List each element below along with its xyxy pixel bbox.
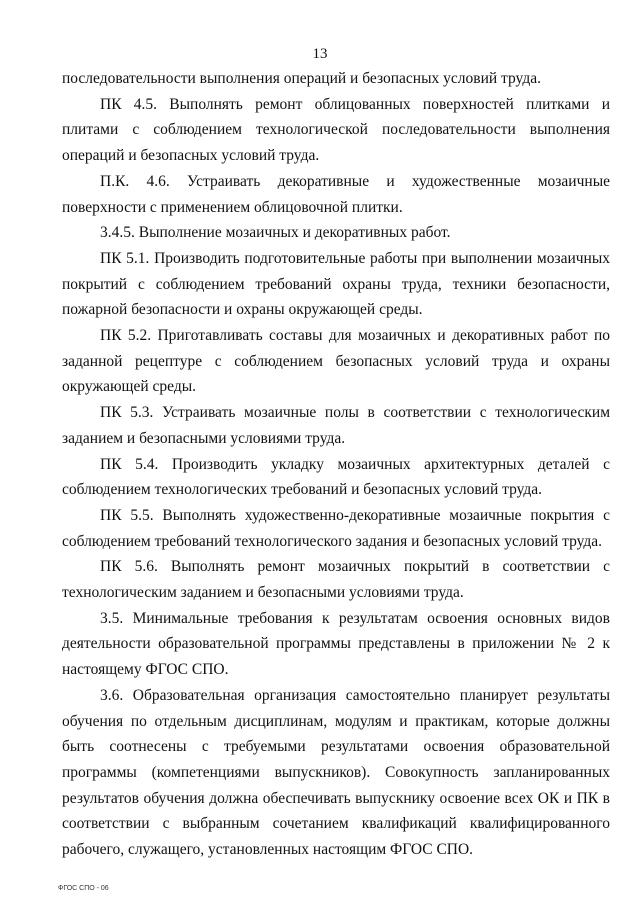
paragraph-pk-5-2: ПК 5.2. Приготавливать составы для мозаичных и декоративных работ по заданной рецептуре с соблюдением безопасных условий труда и охраны окружающей среды. (62, 327, 610, 396)
paragraph-pk-5-4: ПК 5.4. Производить укладку мозаичных архитектурных деталей с соблюдением технологических требований и безопасных условий труда. (62, 455, 610, 499)
paragraph-pk-4-6: П.К. 4.6. Устраивать декоративные и художественные мозаичные поверхности с применением облицовочной плитки. (62, 172, 610, 216)
paragraph-pk-5-1: ПК 5.1. Производить подготовительные работы при выполнении мозаичных покрытий с соблюдением требований охраны труда, техники безопасности, пожарной безопасности и охраны окружающей среды. (62, 249, 610, 319)
paragraph-pk-5-3: ПК 5.3. Устраивать мозаичные полы в соответствии с технологическим заданием и безопасными условиями труда. (62, 404, 610, 447)
page-number: 13 (312, 46, 328, 62)
paragraph-pk-5-5: ПК 5.5. Выполнять художественно-декоративные мозаичные покрытия с соблюдением требований технологического задания и безопасных условий труда. (62, 506, 610, 550)
paragraph-pk-4-5: ПК 4.5. Выполнять ремонт облицованных поверхностей плитками и плитами с соблюдением технологической последовательности выполнения операций и безопасных условий труда. (62, 95, 610, 165)
paragraph-section-3-4-5: 3.4.5. Выполнение мозаичных и декоративных работ. (100, 224, 451, 242)
footer-mark: ФГОС СПО - 06 (58, 885, 109, 892)
paragraph-section-3-5: 3.5. Минимальные требования к результатам освоения основных видов деятельности образовательной программы представлены в приложении № 2 к настоящему ФГОС СПО. (62, 609, 610, 679)
paragraph-continuation: последовательности выполнения операций и безопасных условий труда. (62, 70, 541, 87)
document-body (62, 66, 610, 863)
paragraph-section-3-6: 3.6. Образовательная организация самостоятельно планирует результаты обучения по отдельным дисциплинам, модулям и практикам, которые должны быть соотнесены с требуемыми результатами освоения образовательной программы (компетенциями выпускников). Совокупность запланированных результатов обучения должна обеспечивать выпускнику освоение всех ОК и ПК в соответствии с выбранным сочетанием квалификаций квалифицированного рабочего, служащего, установленных настоящим ФГОС СПО. (62, 686, 610, 859)
paragraph-pk-5-6: ПК 5.6. Выполнять ремонт мозаичных покрытий в соответствии с технологическим заданием и безопасными условиями труда. (62, 558, 610, 602)
